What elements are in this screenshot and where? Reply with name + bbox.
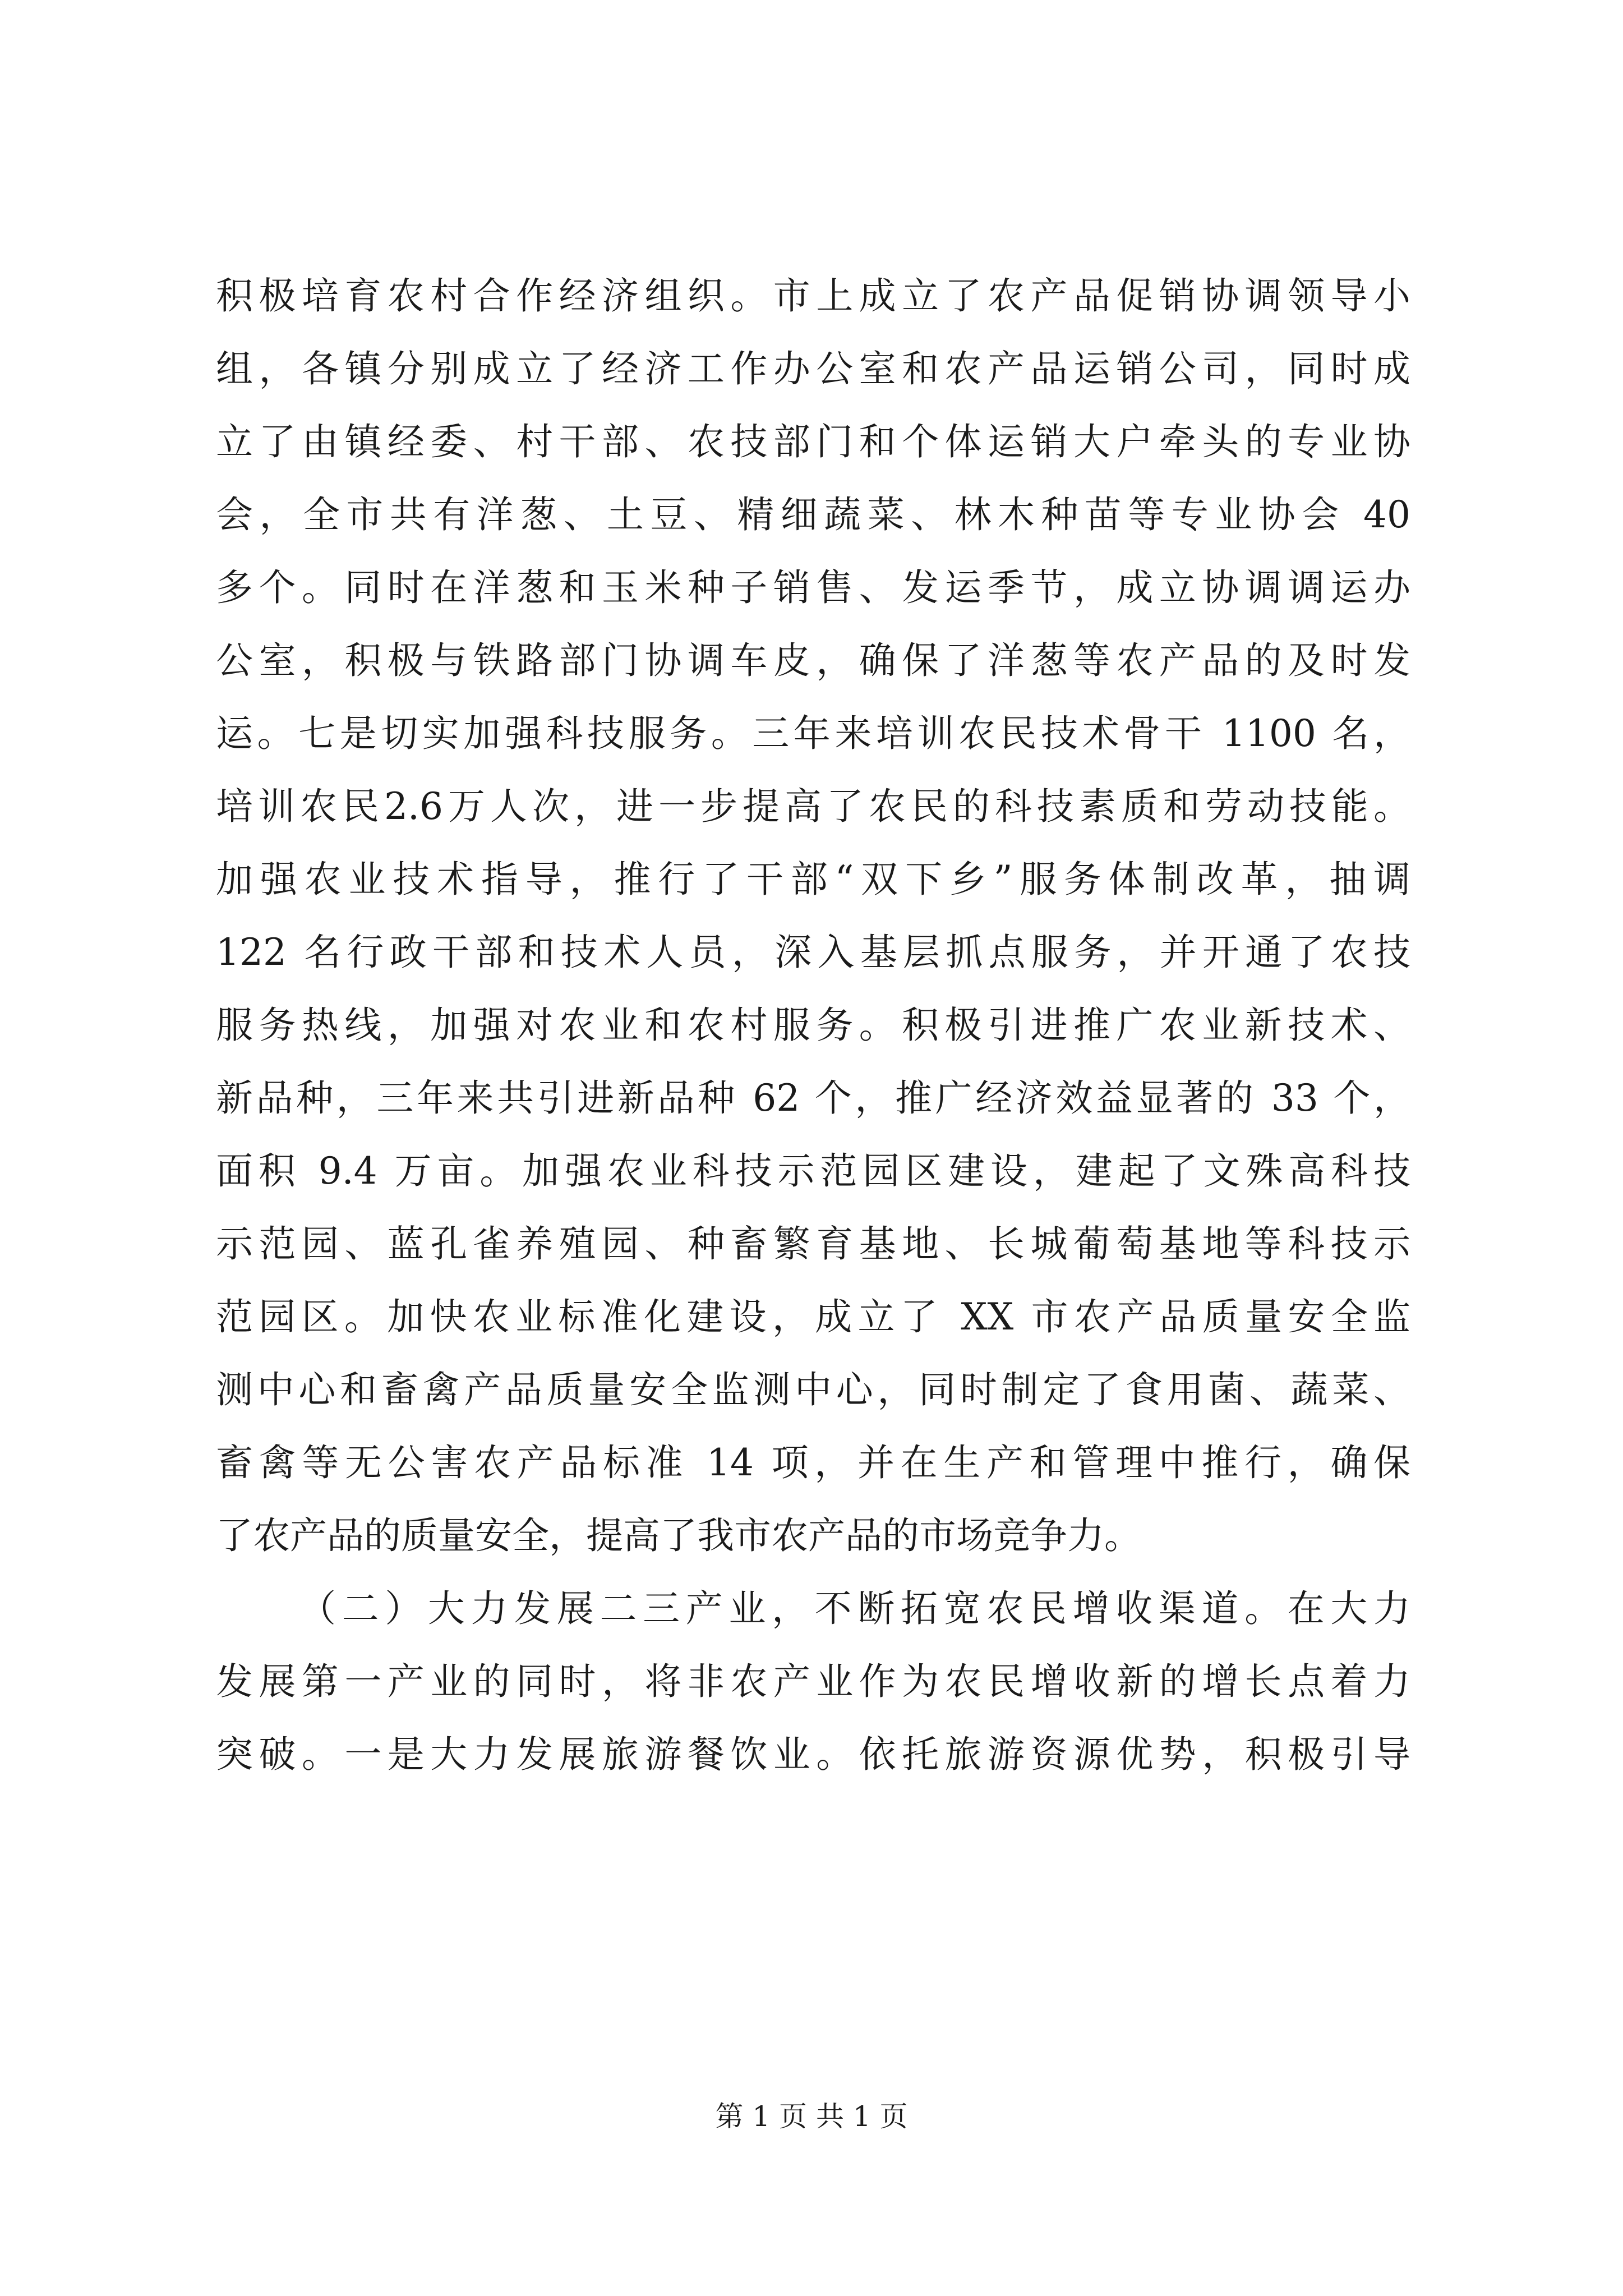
text-line: 测中心和畜禽产品质量安全监测中心，同时制定了食用菌、蔬菜、 [216,1368,1410,1411]
text-line: 服务热线，加强对农业和农村服务。积极引进推广农业新技术、 [216,1004,1410,1047]
text-line: 畜禽等无公害农产品标准 14 项，并在生产和管理中推行，确保 [216,1441,1410,1484]
text-line: 突破。一是大力发展旅游餐饮业。依托旅游资源优势，积极引导 [216,1733,1410,1776]
paragraph-end-line: 了农产品的质量安全，提高了我市农产品的市场竞争力。 [216,1514,1141,1557]
text-line: 122 名行政干部和技术人员，深入基层抓点服务，并开通了农技 [216,931,1410,974]
page-number-footer: 第 1 页 共 1 页 [715,2100,908,2133]
text-line: 立了由镇经委、村干部、农技部门和个体运销大户牵头的专业协 [216,420,1410,463]
body-text [216,260,1410,1791]
text-line: 新品种，三年来共引进新品种 62 个，推广经济效益显著的 33 个， [216,1076,1410,1120]
text-line: 加强农业技术指导，推行了干部“双下乡”服务体制改革，抽调 [216,858,1410,901]
text-line: 会，全市共有洋葱、土豆、精细蔬菜、林木种苗等专业协会 40 [216,493,1410,536]
text-line: 培训农民2.6万人次，进一步提高了农民的科技素质和劳动技能。 [216,785,1410,828]
text-line: 面积 9.4 万亩。加强农业科技示范园区建设，建起了文殊高科技 [216,1149,1410,1193]
section-heading-line: （二）大力发展二三产业，不断拓宽农民增收渠道。在大力 [299,1587,1410,1630]
text-line: 公室，积极与铁路部门协调车皮，确保了洋葱等农产品的及时发 [216,639,1410,682]
text-line: 范园区。加快农业标准化建设，成立了 XX 市农产品质量安全监 [216,1295,1410,1338]
text-line: 示范园、蓝孔雀养殖园、种畜繁育基地、长城葡萄基地等科技示 [216,1222,1410,1266]
text-line: 发展第一产业的同时，将非农产业作为农民增收新的增长点着力 [216,1660,1410,1703]
text-line: 运。七是切实加强科技服务。三年来培训农民技术骨干 1100 名， [216,712,1410,755]
text-line: 组，各镇分别成立了经济工作办公室和农产品运销公司，同时成 [216,347,1410,390]
text-line: 积极培育农村合作经济组织。市上成立了农产品促销协调领导小 [216,274,1410,318]
text-line: 多个。同时在洋葱和玉米种子销售、发运季节，成立协调调运办 [216,566,1410,609]
